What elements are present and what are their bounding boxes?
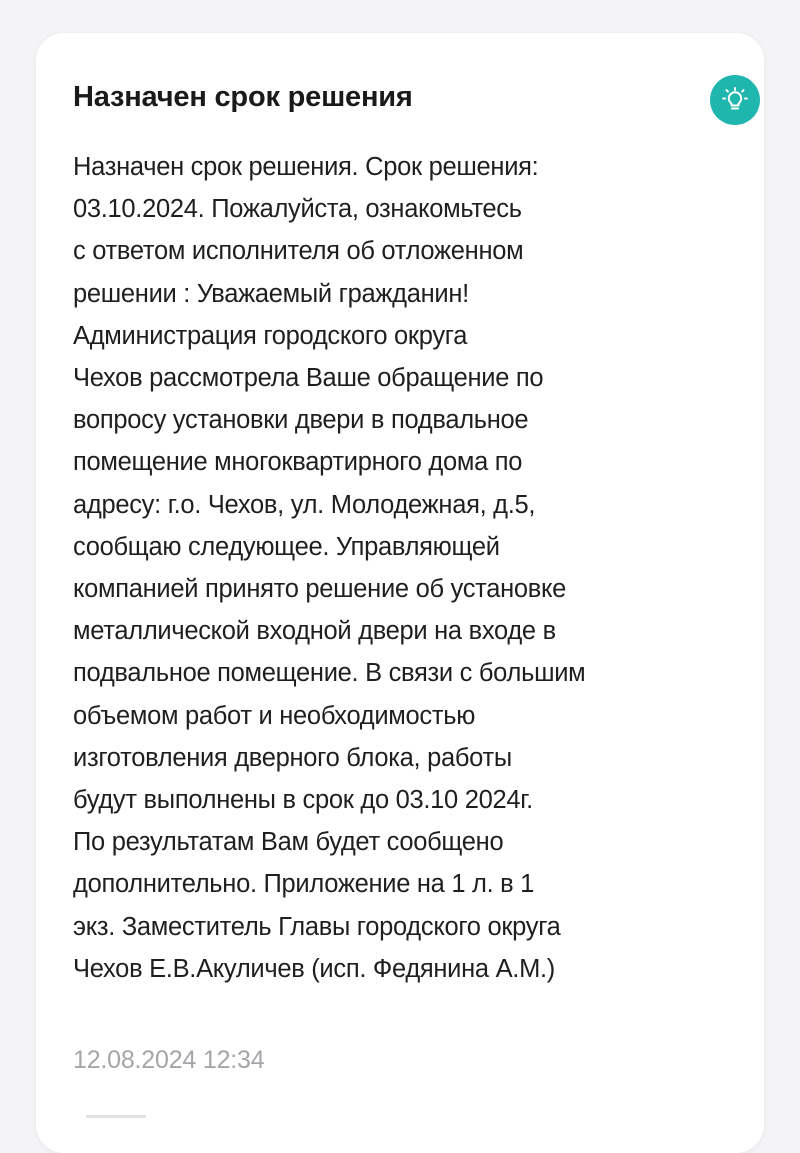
message-line: Назначен срок решения. Срок решения:	[73, 153, 539, 181]
message-line: решении : Уважаемый гражданин!	[73, 279, 469, 308]
message-line: Чехов Е.В.Акуличев (исп. Федянина А.М.)	[73, 954, 555, 983]
message-line: изготовления дверного блока, работы	[73, 743, 512, 772]
message-line: с ответом исполнителя об отложенном	[73, 237, 524, 266]
bottom-divider	[86, 1115, 146, 1118]
message-line: будут выполнены в срок до 03.10 2024г.	[73, 786, 533, 815]
message-line: объемом работ и необходимостью	[73, 701, 476, 730]
notification-title: Назначен срок решения	[73, 81, 413, 113]
message-line: помещение многоквартирного дома по	[73, 448, 523, 477]
message-line: адресу: г.о. Чехов, ул. Молодежная, д.5,	[73, 490, 536, 519]
message-line: Администрация городского округа	[73, 321, 468, 350]
notification-timestamp: 12.08.2024 12:34	[73, 1046, 265, 1074]
message-line: компанией принято решение об установке	[73, 575, 567, 604]
message-line: экз. Заместитель Главы городского округа	[73, 912, 561, 941]
message-line: сообщаю следующее. Управляющей	[73, 532, 500, 561]
message-line: По результатам Вам будет сообщено	[73, 828, 504, 857]
notification-card	[36, 33, 764, 1153]
notification-header	[73, 75, 733, 125]
message-line: Чехов рассмотрела Ваше обращение по	[73, 364, 544, 393]
message-line: дополнительно. Приложение на 1 л. в 1	[73, 870, 535, 899]
message-line: 03.10.2024. Пожалуйста, ознакомьтесь	[73, 195, 522, 224]
notification-message	[73, 146, 733, 990]
message-line: подвальное помещение. В связи с большим	[73, 659, 586, 688]
lightbulb-icon[interactable]	[710, 75, 760, 125]
message-line: вопросу установки двери в подвальное	[73, 406, 529, 435]
lightbulb-glyph	[721, 86, 749, 114]
message-line: металлической входной двери на входе в	[73, 617, 556, 646]
